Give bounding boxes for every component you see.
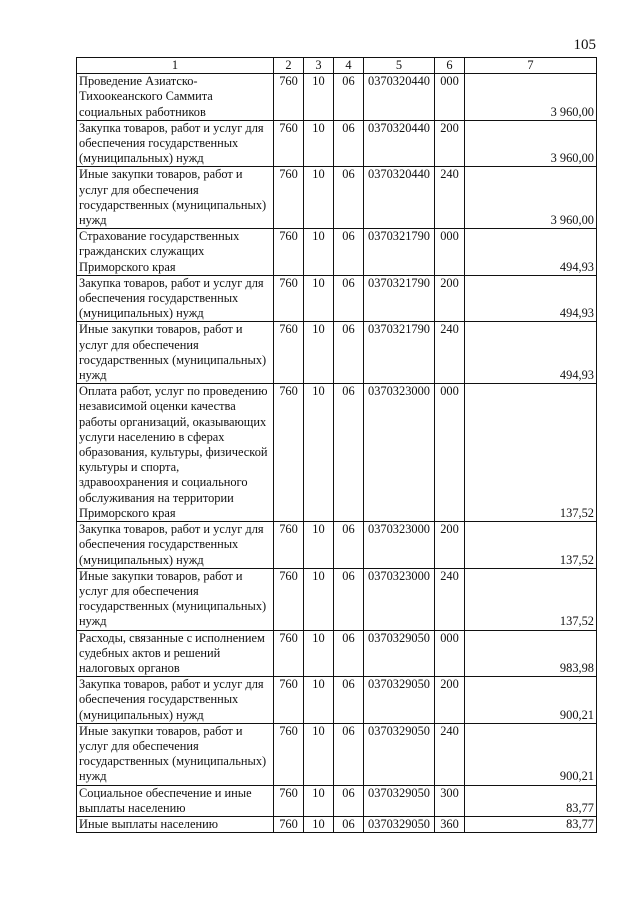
row-code-2: 760 [274,275,304,322]
row-amount: 3 960,00 [465,74,597,121]
row-amount: 3 960,00 [465,120,597,167]
row-code-4: 06 [334,522,364,569]
row-amount: 900,21 [465,723,597,785]
table-row [77,723,597,785]
row-code-4: 06 [334,723,364,785]
row-amount: 900,21 [465,677,597,724]
row-code-4: 06 [334,275,364,322]
row-name: Иные закупки товаров, работ и услуг для обеспечения государственных (муниципальных) нужд [77,322,274,384]
row-code-5: 0370329050 [364,630,435,677]
table-row [77,167,597,229]
row-name: Закупка товаров, работ и услуг для обеспечения государственных (муниципальных) нужд [77,275,274,322]
row-code-6: 200 [435,677,465,724]
row-code-4: 06 [334,568,364,630]
table-row [77,74,597,121]
row-amount: 494,93 [465,229,597,276]
column-header: 3 [304,58,334,74]
row-code-2: 760 [274,74,304,121]
row-code-6: 000 [435,630,465,677]
row-code-6: 240 [435,723,465,785]
row-code-3: 10 [304,816,334,832]
row-code-3: 10 [304,630,334,677]
row-code-2: 760 [274,229,304,276]
row-code-3: 10 [304,568,334,630]
row-amount: 494,93 [465,275,597,322]
budget-table [76,57,597,833]
table-header-row [77,58,597,74]
row-amount: 983,98 [465,630,597,677]
row-code-5: 0370321790 [364,322,435,384]
row-code-2: 760 [274,167,304,229]
table-row [77,384,597,522]
row-code-2: 760 [274,723,304,785]
table-row [77,522,597,569]
row-name: Иные закупки товаров, работ и услуг для обеспечения государственных (муниципальных) нужд [77,167,274,229]
row-code-2: 760 [274,677,304,724]
row-code-5: 0370323000 [364,568,435,630]
row-code-2: 760 [274,630,304,677]
row-name: Оплата работ, услуг по проведению независимой оценки качества работы организаций, оказывающих услуги населению в сферах образования, культуры, физической культуры и спорта, здравоохранения и социального обслуживания на территории Приморского края [77,384,274,522]
row-code-5: 0370329050 [364,677,435,724]
row-code-5: 0370323000 [364,384,435,522]
row-code-2: 760 [274,816,304,832]
row-code-5: 0370320440 [364,74,435,121]
row-amount: 83,77 [465,816,597,832]
row-code-6: 360 [435,816,465,832]
row-amount: 137,52 [465,522,597,569]
row-code-5: 0370329050 [364,785,435,816]
table-body [77,74,597,833]
row-code-4: 06 [334,120,364,167]
row-name: Иные выплаты населению [77,816,274,832]
row-code-2: 760 [274,322,304,384]
table-row [77,785,597,816]
column-header: 1 [77,58,274,74]
row-code-2: 760 [274,120,304,167]
row-code-3: 10 [304,785,334,816]
row-code-6: 200 [435,275,465,322]
row-code-3: 10 [304,384,334,522]
row-code-6: 000 [435,229,465,276]
row-amount: 494,93 [465,322,597,384]
row-code-6: 000 [435,74,465,121]
row-name: Расходы, связанные с исполнением судебных актов и решений налоговых органов [77,630,274,677]
row-code-3: 10 [304,167,334,229]
row-code-4: 06 [334,167,364,229]
row-code-5: 0370320440 [364,167,435,229]
column-header: 4 [334,58,364,74]
row-code-5: 0370321790 [364,275,435,322]
column-header: 7 [465,58,597,74]
table-row [77,677,597,724]
row-code-5: 0370321790 [364,229,435,276]
row-code-4: 06 [334,630,364,677]
table-row [77,568,597,630]
row-code-6: 240 [435,322,465,384]
row-code-2: 760 [274,568,304,630]
table-row [77,816,597,832]
row-code-4: 06 [334,74,364,121]
row-amount: 3 960,00 [465,167,597,229]
table-row [77,229,597,276]
table-row [77,630,597,677]
column-header: 6 [435,58,465,74]
row-name: Страхование государственных гражданских служащих Приморского края [77,229,274,276]
row-name: Закупка товаров, работ и услуг для обеспечения государственных (муниципальных) нужд [77,677,274,724]
row-code-2: 760 [274,384,304,522]
row-code-6: 300 [435,785,465,816]
row-code-3: 10 [304,322,334,384]
row-name: Закупка товаров, работ и услуг для обеспечения государственных (муниципальных) нужд [77,120,274,167]
row-code-6: 240 [435,167,465,229]
row-name: Иные закупки товаров, работ и услуг для обеспечения государственных (муниципальных) нужд [77,723,274,785]
row-code-4: 06 [334,816,364,832]
row-code-3: 10 [304,275,334,322]
page-number: 105 [573,37,596,53]
row-name: Закупка товаров, работ и услуг для обеспечения государственных (муниципальных) нужд [77,522,274,569]
row-name: Иные закупки товаров, работ и услуг для обеспечения государственных (муниципальных) нужд [77,568,274,630]
row-code-4: 06 [334,229,364,276]
column-header: 2 [274,58,304,74]
row-amount: 83,77 [465,785,597,816]
row-name: Социальное обеспечение и иные выплаты населению [77,785,274,816]
row-code-3: 10 [304,677,334,724]
row-code-6: 200 [435,522,465,569]
row-code-3: 10 [304,723,334,785]
row-code-5: 0370323000 [364,522,435,569]
row-amount: 137,52 [465,568,597,630]
table-row [77,120,597,167]
row-code-4: 06 [334,785,364,816]
row-code-4: 06 [334,677,364,724]
row-code-3: 10 [304,522,334,569]
table-row [77,275,597,322]
row-name: Проведение Азиатско-Тихоокеанского Саммита социальных работников [77,74,274,121]
row-code-6: 200 [435,120,465,167]
row-code-6: 240 [435,568,465,630]
row-code-4: 06 [334,322,364,384]
row-code-3: 10 [304,120,334,167]
row-code-3: 10 [304,229,334,276]
row-code-5: 0370329050 [364,816,435,832]
row-code-2: 760 [274,522,304,569]
row-code-4: 06 [334,384,364,522]
row-code-2: 760 [274,785,304,816]
column-header: 5 [364,58,435,74]
row-code-3: 10 [304,74,334,121]
table-row [77,322,597,384]
row-code-5: 0370320440 [364,120,435,167]
row-code-6: 000 [435,384,465,522]
row-amount: 137,52 [465,384,597,522]
row-code-5: 0370329050 [364,723,435,785]
